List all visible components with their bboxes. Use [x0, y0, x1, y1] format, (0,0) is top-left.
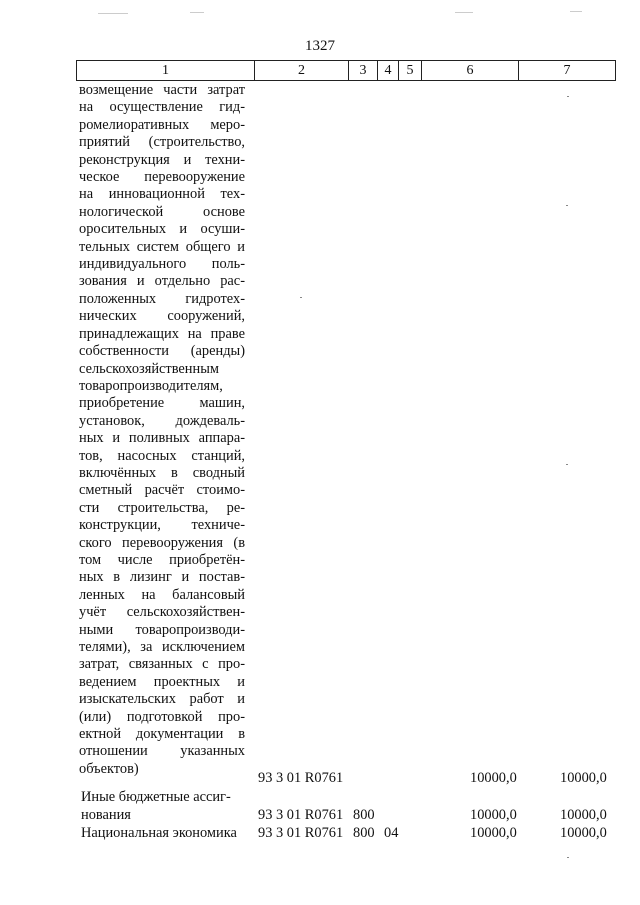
description-line: приобретение машин, — [79, 395, 245, 412]
column-header-6: 6 — [422, 61, 519, 81]
description-line: изыскательских работ и — [79, 691, 245, 708]
scan-artifact — [300, 297, 302, 298]
description-line: на инновационной тех- — [79, 186, 245, 203]
description-line: собственности (аренды) — [79, 343, 245, 360]
description-line: возмещение части затрат — [79, 82, 245, 98]
description-line: ведением проектных и — [79, 673, 245, 690]
column-header-7: 7 — [519, 61, 616, 81]
scan-artifact — [566, 464, 568, 465]
description-line: ского перевооружения (в — [79, 534, 245, 551]
row-amount-col6: 10000,0 — [470, 807, 517, 823]
row-amount-col7: 10000,0 — [560, 770, 607, 786]
row-expense-type: 800 — [353, 807, 375, 823]
row-amount-col7: 10000,0 — [560, 807, 607, 823]
description-line: товаропроизводителям, — [79, 377, 223, 394]
description-line: ектной документации в — [79, 726, 245, 743]
row-amount-col7: 10000,0 — [560, 825, 607, 841]
description-line: объектов) — [79, 760, 139, 777]
description-line: приятий (строительство, — [79, 134, 245, 151]
column-header-4: 4 — [378, 61, 399, 81]
description-line: нологической основе — [79, 203, 245, 220]
row-name: Иные бюджетные ассиг- — [81, 789, 231, 805]
description-line: тов, насосных станций, — [79, 447, 245, 464]
column-header-5: 5 — [399, 61, 422, 81]
scan-artifact — [567, 857, 569, 858]
description-line: зования и отдельно рас- — [79, 273, 245, 290]
description-line: сельскохозяйственным — [79, 360, 219, 377]
description-line: ных в лизинг и постав- — [79, 569, 245, 586]
description-line: ческое перевооружение — [79, 169, 245, 186]
description-line: затрат, связанных с про- — [79, 656, 245, 673]
description-line: сметный расчёт стоимо- — [79, 482, 245, 499]
row-name: Национальная экономика — [81, 825, 237, 841]
description-line: оросительных и осуши- — [79, 221, 245, 238]
row-target-code: 93 3 01 R0761 — [258, 770, 344, 786]
column-header-table — [76, 60, 616, 81]
column-header-1: 1 — [77, 61, 255, 81]
description-line: ромелиоративных меро- — [79, 116, 245, 133]
description-line: включённых в сводный — [79, 464, 245, 481]
column-header-3: 3 — [349, 61, 378, 81]
description-line: принадлежащих на праве — [79, 325, 245, 342]
description-line: на осуществление гид- — [79, 99, 245, 116]
column-header-row — [77, 61, 616, 81]
scan-artifact — [567, 96, 569, 97]
scan-artifact — [566, 205, 568, 206]
description-line: ными товаропроизводи- — [79, 621, 245, 638]
row-amount-col6: 10000,0 — [470, 770, 517, 786]
description-line: нических сооружений, — [79, 308, 245, 325]
row-target-code: 93 3 01 R0761 — [258, 807, 344, 823]
description-line: ных и поливных аппара- — [79, 430, 245, 447]
scan-artifact — [455, 12, 473, 13]
description-line: том числе приобретён- — [79, 551, 245, 568]
item-description — [79, 82, 245, 778]
row-amount-col6: 10000,0 — [470, 825, 517, 841]
description-line: (или) подготовкой про- — [79, 708, 245, 725]
description-line: положенных гидротех- — [79, 290, 245, 307]
description-line: установок, дождеваль- — [79, 412, 245, 429]
description-line: учёт сельскохозяйствен- — [79, 604, 245, 621]
description-line: телями), за исключением — [79, 639, 245, 655]
row-section: 04 — [384, 825, 399, 841]
page-number: 1327 — [305, 38, 335, 54]
row-target-code: 93 3 01 R0761 — [258, 825, 344, 841]
scan-artifact — [98, 13, 128, 14]
description-line: ленных на балансовый — [79, 586, 245, 603]
description-line: индивидуального поль- — [79, 256, 245, 273]
column-header-2: 2 — [255, 61, 349, 81]
scan-artifact — [190, 12, 204, 13]
description-line: конструкции, техниче- — [79, 517, 245, 534]
description-line: отношении указанных — [79, 743, 245, 760]
row-expense-type: 800 — [353, 825, 375, 841]
row-name: нования — [81, 807, 131, 823]
description-line: тельных систем общего и — [79, 238, 245, 255]
scan-artifact — [570, 11, 582, 12]
description-line: реконструкция и техни- — [79, 151, 245, 168]
description-line: сти строительства, ре- — [79, 499, 245, 516]
